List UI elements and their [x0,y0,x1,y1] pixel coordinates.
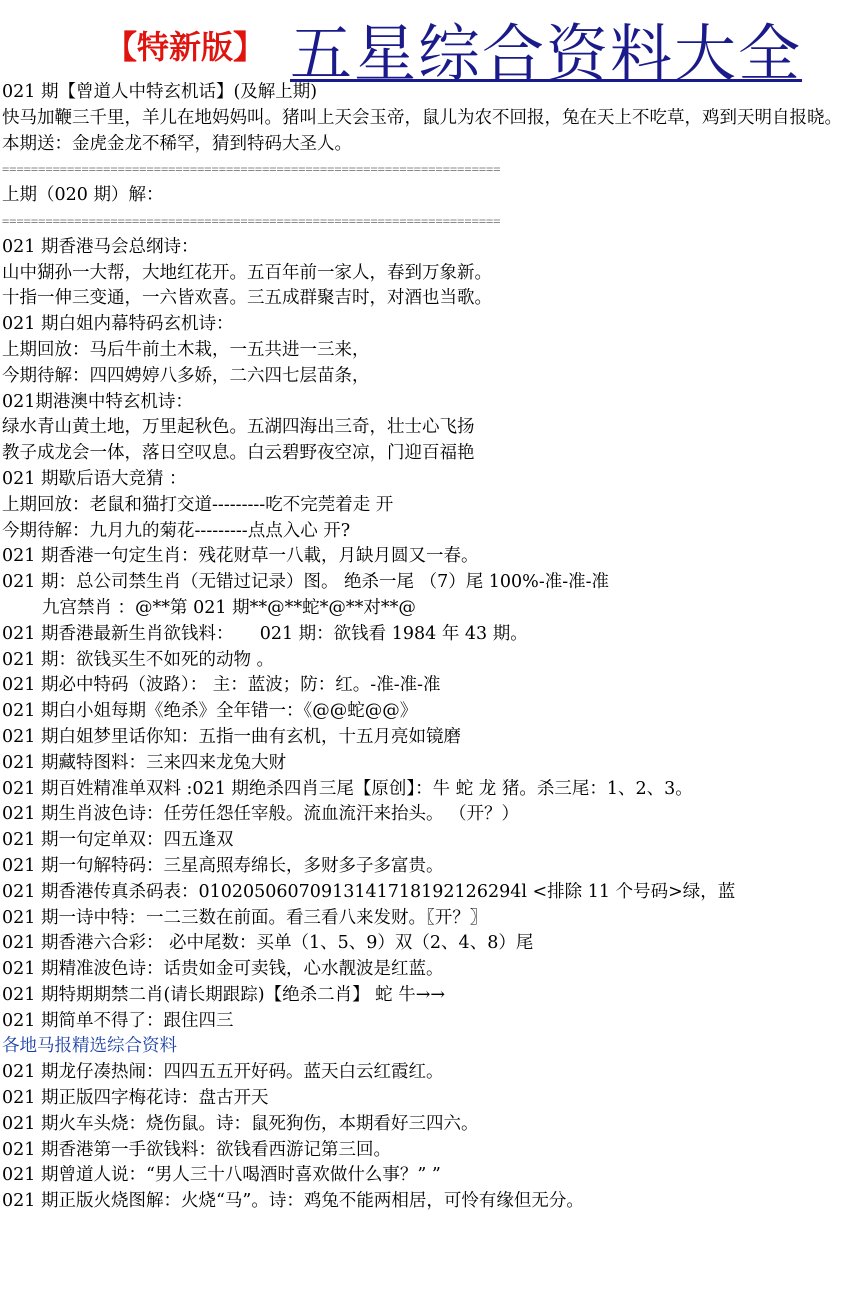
text-line: 021期港澳中特玄机诗： [2,391,193,412]
text-line: 021 期火车头烧：烧伤鼠。诗：鼠死狗伤，本期看好三四六。 [2,1113,479,1134]
text-line: 021 期一句解特码：三星高照寿绵长，多财多子多富贵。 [2,855,444,876]
text-line: 山中猢孙一大帮，大地红花开。五百年前一家人，春到万象新。 [2,262,492,283]
document-body [2,80,858,1215]
text-line: 上期回放：马后牛前土木栽，一五共进一三来， [2,339,370,360]
text-line: 021 期简单不得了：跟住四三 [2,1010,234,1031]
text-line: 021 期白姐内幕特码玄机诗： [2,314,234,335]
text-line: 十指一伸三变通，一六皆欢喜。三五成群聚吉时，对酒也当歌。 [2,288,492,309]
text-line: 021 期正版四字梅花诗：盘古开天 [2,1088,269,1109]
text-line: 今期待解：九月九的菊花---------点点入心 开? [2,520,351,541]
text-line: 021 期特期期禁二肖(请长期跟踪)【绝杀二肖】 蛇 牛→→ [2,984,446,1005]
verse-paragraph: 快马加鞭三千里，羊儿在地妈妈叫。猪叫上天会玉帝，鼠儿为农不回报，兔在天上不吃草，鸡到天明自报晓。 [2,107,842,128]
text-line: 绿水青山黄土地，万里起秋色。五湖四海出三奇，壮士心飞扬 [2,417,475,438]
text-line: 021 期精准波色诗：话贵如金可卖钱，心水靓波是红蓝。 [2,959,444,980]
separator-line: ===================================================================== [2,213,501,228]
text-line: 021 期香港第一手欲钱料：欲钱看西游记第三回。 [2,1139,391,1160]
text-line: 上期回放：老鼠和猫打交道---------吃不完莞着走 开 [2,494,394,515]
page-title: 五星综合资料大全 [290,17,803,90]
issue-heading: 021 期【曾道人中特玄机话】(及解上期) [2,82,318,102]
text-line: 021 期白小姐每期《绝杀》全年错一：《@@蛇@@》 [2,701,418,722]
text-line: 021 期龙仔凑热闹：四四五五开好码。蓝天白云红霞红。 [2,1062,444,1083]
previous-answer-heading: 上期（020 期）解： [2,185,164,206]
text-line: 教子成龙会一体，落日空叹息。白云碧野夜空凉，门迎百福艳 [2,443,475,464]
text-line: 021 期百姓精准单双料 :021 期绝杀四肖三尾【原创】：牛 蛇 龙 猪。杀三尾：1、2、3。 [2,778,693,799]
text-line-indented: 九宫禁肖 ：@**第 021 期**@**蛇*@**对**@ [42,597,416,618]
text-line: 021 期正版火烧图解：火烧“马”。诗：鸡兔不能两相居，可怜有缘但无分。 [2,1191,584,1212]
text-line: 021 期香港最新生肖欲钱料： 021 期：欲钱看 1984 年 43 期。 [2,623,528,644]
bonus-line: 本期送：金虎金龙不稀罕，猜到特码大圣人。 [2,133,352,154]
text-line: 021 期香港马会总纲诗： [2,236,199,257]
text-line: 021 期歇后语大竞猜 ： [2,468,187,489]
text-line: 021 期香港六合彩： 必中尾数：买单（1、5、9）双（2、4、8）尾 [2,933,534,954]
text-line: 021 期一诗中特：一二三数在前面。看三看八来发财。〖开？〗 [2,907,488,928]
text-line: 021 期藏特图料：三来四来龙兔大财 [2,752,286,773]
text-line: 021 期一句定单双：四五逢双 [2,830,234,851]
text-line: 021 期生肖波色诗：任劳任怨任宰般。流血流汗来抬头。 （开？） [2,804,520,825]
text-line: 021 期香港传真杀码表：01020506070913141718192126294l <排除 11 个号码>绿，蓝 [2,881,736,902]
page-header [0,0,860,90]
edition-badge: 【特新版】 [105,28,266,66]
text-line: 021 期香港一句定生肖：残花财草一八載，月缺月圆又一春。 [2,546,479,567]
text-line: 021 期必中特码（波路）： 主：蓝波；防：红。-准-准-准 [2,675,441,696]
text-line: 今期待解：四四娉婷八多娇，二六四七层苗条， [2,365,370,386]
section-heading: 各地马报精选综合资料 [2,1036,177,1057]
text-line: 021 期：欲钱买生不如死的动物 。 [2,649,275,670]
text-line: 021 期白姐梦里话你知：五指一曲有玄机，十五月亮如镜磨 [2,726,461,747]
text-line: 021 期曾道人说：“男人三十八喝酒时喜欢做什么事？” ” [2,1165,441,1186]
text-line: 021 期：总公司禁生肖（无错过记录）图。 绝杀一尾 （7）尾 100%-准-准-准 [2,572,610,593]
separator-line: ===================================================================== [2,162,501,177]
